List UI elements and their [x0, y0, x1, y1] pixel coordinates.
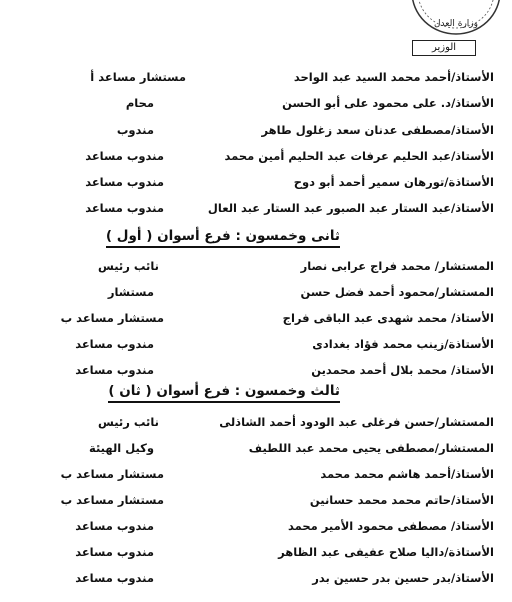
section-heading-text: ثانى وخمسون : فرع أسوان ( أول ) [106, 226, 340, 248]
person-title: وكيل الهيئة [88, 441, 154, 455]
list-item [18, 490, 494, 510]
list-item [18, 360, 494, 380]
section-heading [0, 381, 512, 405]
seal-emblem-icon [410, 0, 502, 36]
list-item [18, 282, 494, 302]
person-name: المستشار/حسن فرغلى عبد الودود أحمد الشاذلى [219, 415, 494, 429]
person-title: مستشار [107, 285, 154, 299]
person-title: مندوب مساعد [85, 149, 164, 163]
person-name: الأستاذ/د. على محمود على أبو الحسن [282, 96, 494, 110]
person-title: مندوب مساعد [75, 363, 154, 377]
person-name: الأستاذ/ محمد بلال أحمد محمدين [311, 363, 494, 377]
person-name: الأستاذ/مصطفى عدنان سعد زغلول طاهر [261, 123, 494, 137]
person-title: مندوب مساعد [75, 545, 154, 559]
list-item [18, 542, 494, 562]
person-name: الأستاذة/داليا صلاح عفيفى عبد الظاهر [278, 545, 494, 559]
list-item [18, 464, 494, 484]
person-title: مستشار مساعد أ [90, 70, 186, 84]
person-title: مندوب مساعد [85, 175, 164, 189]
person-name: الأستاذ/بدر حسين بدر حسين بدر [312, 571, 494, 585]
person-name: المستشار/مصطفى يحيى محمد عبد اللطيف [248, 441, 494, 455]
list-item [18, 67, 494, 87]
person-title: مستشار مساعد ب [60, 311, 164, 325]
person-title: مندوب مساعد [75, 571, 154, 585]
list-item [18, 334, 494, 354]
list-item [18, 308, 494, 328]
person-name: الأستاذة/تورهان سمير أحمد أبو دوح [293, 175, 494, 189]
list-item [18, 256, 494, 276]
ministry-seal [410, 0, 502, 36]
person-name: الأستاذة/زينب محمد فؤاد بغدادى [312, 337, 494, 351]
list-item [18, 568, 494, 588]
list-item [18, 516, 494, 536]
person-name: المستشار/ محمد فراج عرابى نصار [300, 259, 494, 273]
section-heading [0, 226, 512, 250]
list-item [18, 198, 494, 218]
person-name: المستشار/محمود أحمد فضل حسن [300, 285, 494, 299]
person-title: مندوب مساعد [75, 519, 154, 533]
person-title: مستشار مساعد ب [60, 493, 164, 507]
person-name: الأستاذ/عبد الحليم عرفات عبد الحليم أمين محمد [224, 149, 494, 163]
list-item [18, 412, 494, 432]
minister-label: الوزير [412, 40, 476, 56]
list-item [18, 93, 494, 113]
person-title: مندوب مساعد [85, 201, 164, 215]
list-item [18, 438, 494, 458]
person-title: نائب رئيس [97, 259, 159, 273]
list-item [18, 146, 494, 166]
person-title: محام [125, 96, 154, 110]
section-heading-text: ثالث وخمسون : فرع أسوان ( ثان ) [108, 381, 340, 403]
person-title: نائب رئيس [97, 415, 159, 429]
person-name: الأستاذ/أحمد محمد السيد عبد الواحد [293, 70, 494, 84]
person-name: الأستاذ/ مصطفى محمود الأمير محمد [288, 519, 494, 533]
person-name: الأستاذ/عبد الستار عبد الصبور عبد الستار عبد العال [207, 201, 494, 215]
list-item [18, 172, 494, 192]
person-title: مندوب [116, 123, 154, 137]
person-name: الأستاذ/ محمد شهدى عبد الباقى فراج [282, 311, 494, 325]
seal-text: وزارة العدل [434, 19, 478, 29]
person-name: الأستاذ/حاتم محمد محمد حسانين [309, 493, 494, 507]
person-title: مندوب مساعد [75, 337, 154, 351]
person-title: مستشار مساعد ب [60, 467, 164, 481]
person-name: الأستاذ/أحمد هاشم محمد محمد [320, 467, 494, 481]
list-item [18, 120, 494, 140]
